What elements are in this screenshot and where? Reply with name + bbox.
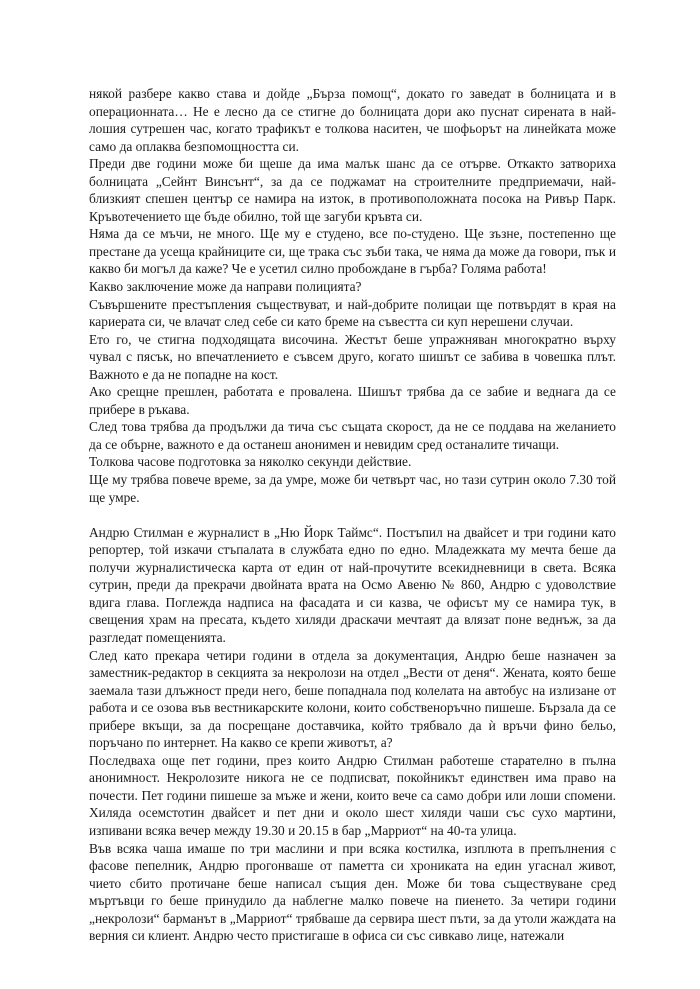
paragraph: Преди две години може би щеше да има малък шанс да се отърве. Откакто затвориха болницата „Сейнт Винсънт“, за да се поджамат на строителните предприемачи, най-близкият спешен център се намира на изток, в противоположната посока на Ривър Парк. Кръвотечението ще бъде обилно, той ще загуби кръвта си. — [89, 156, 616, 224]
document-page — [89, 85, 616, 945]
paragraph: Андрю Стилман е журналист в „Ню Йорк Таймс“. Постъпил на двайсет и три години като репортер, той изкачи стъпалата в службата едно по едно. Младежката му мечта беше да получи журналистическа карта от един от най-прочутите всекидневници в света. Всяка сутрин, преди да прекрачи двойната врата на Осмо Авеню № 860, Андрю с удоволствие вдига глава. Поглежда надписа на фасадата и си казва, че офисът му се намира тук, в свещения храм на пресата, където хиляди драскачи мечтаят да влязат поне веднъж, за да разгледат помещенията. — [89, 524, 616, 645]
paragraph: Ето го, че стигна подходящата височина. Жестът беше упражняван многократно върху чувал с пясък, но впечатлението е съвсем друго, когато шишът се забива в човешка плът. Важното е да не попадне на кост. — [89, 331, 616, 382]
paragraph: Във всяка чаша имаше по три маслини и при всяка костилка, изплюта в препълнения с фасове пепелник, Андрю прогонваше от паметта си хрониката на един угаснал живот, чието сбито протичане беше написал същия ден. Може би това съществуване сред мъртъвци го беше принудило да наблегне малко повече на пиенето. За четири години „некролози“ барманът в „Марриот“ трябваше да сервира шест пъти, за да утоли жаждата на верния си клиент. Андрю често пристигаше в офиса си със сивкаво лице, натежали — [89, 840, 616, 944]
paragraph: Толкова часове подготовка за няколко секунди действие. — [89, 454, 412, 470]
paragraph: След като прекара четири години в отдела за документация, Андрю беше назначен за заместник-редактор в секцията за некролози на отдел „Вести от деня“. Жената, която беше заемала тази длъжност преди него, беше попаднала под колелата на автобус на излизане от работа и се озова във вестникарските колони, които собственоръчно пишеше. Бързала да се прибере вкъщи, за да посрещане доставчика, който трябвало да ѝ връчи фино бельо, поръчано по интернет. На какво се крепи животът, а? — [89, 647, 616, 751]
paragraph: Съвършените престъпления съществуват, и най-добрите полицаи ще потвърдят в края на кариерата си, че влачат след себе си като бреме на съвестта си куп нерешени случаи. — [89, 296, 616, 330]
paragraph: Какво заключение може да направи полицията? — [89, 279, 362, 295]
paragraph: някой разбере какво става и дойде „Бърза помощ“, докато го заведат в болницата и в операционната… Не е лесно да се стигне до болницата дори ако пуснат сирената в най-лошия сутрешен час, когато трафикът е толкова наситен, че шофьорът на линейката може само да оплаква безпомощността си. — [89, 86, 616, 154]
paragraph: Няма да се мъчи, не много. Ще му е студено, все по-студено. Ще зъзне, постепенно ще престане да усеща крайниците си, ще трака със зъби така, че няма да може да говори, пък и какво би могъл да каже? Че е усетил силно пробождане в гърба? Голяма работа! — [89, 226, 616, 277]
paragraph: Ще му трябва повече време, за да умре, може би четвърт час, но тази сутрин около 7.30 той ще умре. — [89, 472, 616, 505]
blank-line — [89, 506, 616, 524]
paragraph: Ако срещне прешлен, работата е провалена. Шишът трябва да се забие и веднага да се прибере в ръкава. — [89, 384, 616, 417]
paragraph: Последваха още пет години, през които Андрю Стилман работеше старателно в пълна анонимност. Некролозите никога не се подписват, покойникът единствен има право на почести. Пет години пишеше за мъже и жени, които вече са само добри или лоши спомени. Хиляда осемстотин двайсет и пет дни и около шест хиляди чаши със сухо мартини, изпивани всяка вечер между 19.30 и 20.15 в бар „Марриот“ на 40-та улица. — [89, 752, 616, 838]
paragraph: След това трябва да продължи да тича със същата скорост, да не се поддава на желанието да се обърне, важното е да останеш анонимен и невидим сред останалите тичащи. — [89, 419, 616, 452]
